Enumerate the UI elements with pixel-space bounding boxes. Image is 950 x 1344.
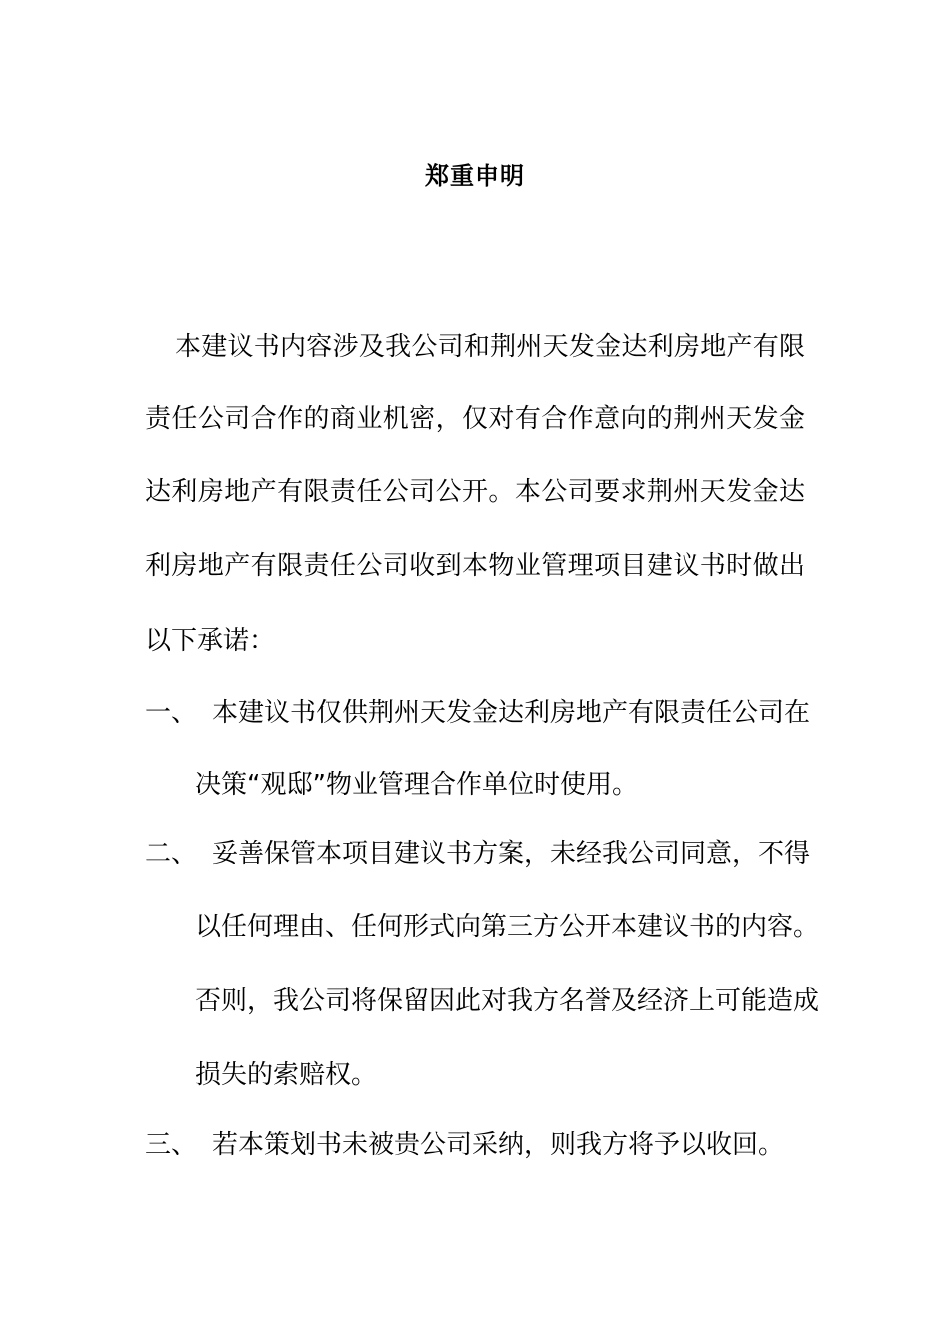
intro-line-4: 利房地产有限责任公司收到本物业管理项目建议书时做出 (145, 551, 805, 581)
intro-line-5: 以下承诺： (145, 626, 276, 656)
item-marker-1: 一、 (145, 698, 198, 728)
item-2-line-3: 否则，我公司将保留因此对我方名誉及经济上可能造成 (195, 986, 820, 1016)
intro-line-3: 达利房地产有限责任公司公开。本公司要求荆州天发金达 (145, 477, 805, 507)
item-marker-3: 三、 (145, 1130, 198, 1160)
item-2-line-1: 妥善保管本项目建议书方案，未经我公司同意，不得 (212, 839, 811, 869)
document-title: 郑重申明 (425, 162, 525, 190)
item-1-line-2: 决策“观邸”物业管理合作单位时使用。 (195, 770, 638, 800)
item-1-line-1: 本建议书仅供荆州天发金达利房地产有限责任公司在 (212, 698, 811, 728)
item-marker-2: 二、 (145, 839, 198, 869)
intro-line-2: 责任公司合作的商业机密，仅对有合作意向的荆州天发金 (145, 404, 805, 434)
item-2-line-2: 以任何理由、任何形式向第三方公开本建议书的内容。 (195, 912, 820, 942)
item-3-line-1: 若本策划书未被贵公司采纳，则我方将予以收回。 (212, 1130, 785, 1160)
intro-line-1: 本建议书内容涉及我公司和荆州天发金达利房地产有限 (175, 332, 805, 362)
item-2-line-4: 损失的索赔权。 (195, 1060, 378, 1090)
